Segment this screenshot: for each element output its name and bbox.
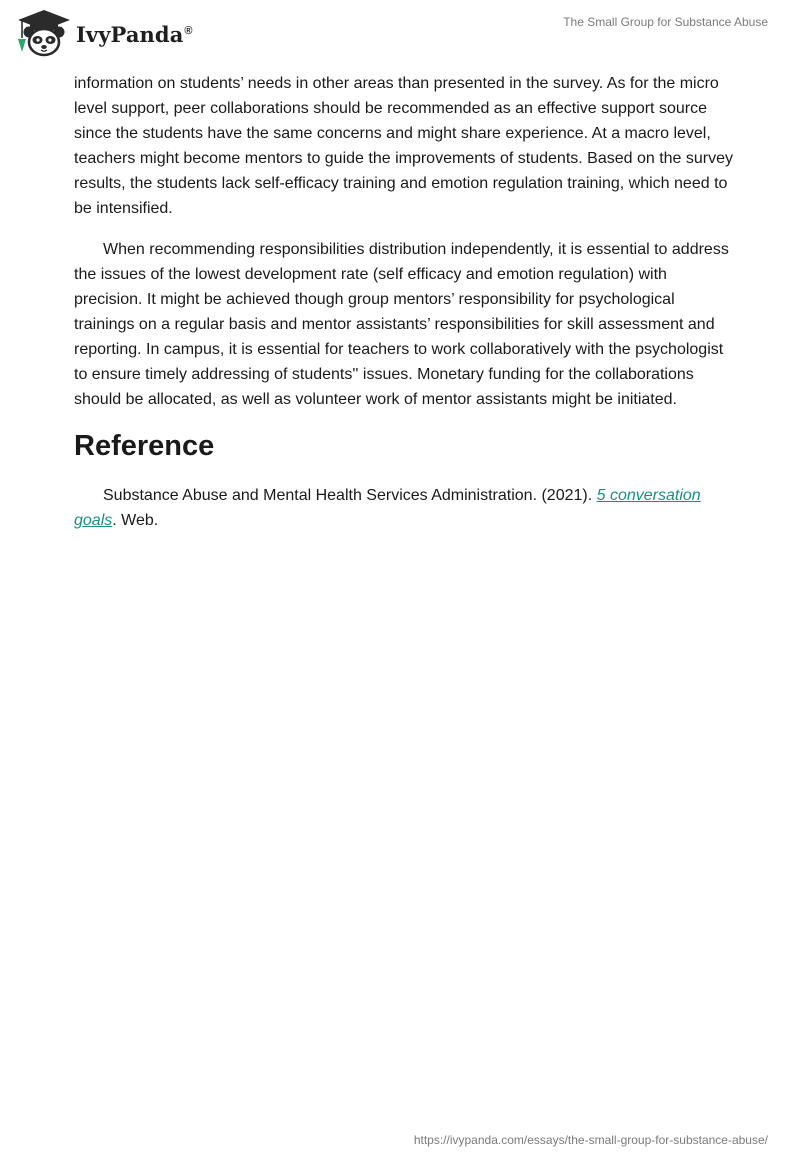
- reference-entry: [74, 483, 734, 533]
- paragraph-continued: information on students’ needs in other areas than presented in the survey. As for the micro level support, peer collaborations should be recommended as an effective support source since the students have the same concerns and might share experience. At a macro level, teachers might become mentors to guide the improvements of students. Based on the survey results, the students lack self-efficacy training and emotion regulation training, which need to be intensified.: [74, 75, 734, 217]
- panda-graduate-icon: [14, 8, 74, 58]
- registered-mark: ®: [184, 24, 193, 37]
- brand-logo[interactable]: [14, 8, 193, 58]
- reference-link[interactable]: 5 conversation goals: [74, 487, 701, 529]
- reference-heading: Reference: [74, 430, 215, 462]
- reference-suffix: . Web.: [112, 512, 159, 529]
- reference-prefix: Substance Abuse and Mental Health Services Administration. (2021).: [103, 487, 597, 504]
- footer-url: https://ivypanda.com/essays/the-small-group-for-substance-abuse/: [413, 1133, 768, 1147]
- running-title: The Small Group for Substance Abuse: [563, 15, 768, 29]
- essay-body: [74, 71, 734, 549]
- page-header: [0, 0, 800, 70]
- brand-name: IvyPanda®: [76, 21, 193, 47]
- paragraph-responsibilities: When recommending responsibilities distribution independently, it is essential to address the issues of the lowest development rate (self efficacy and emotion regulation) with precision. It might be achieved though group mentors’ responsibility for psychological trainings on a regular basis and mentor assistants’ responsibilities for skill assessment and reporting. In campus, it is essential for teachers to work collaboratively with the psychologist to ensure timely addressing of students'' issues. Monetary funding for the collaborations should be allocated, as well as volunteer work of mentor assistants might be initiated.: [74, 241, 729, 408]
